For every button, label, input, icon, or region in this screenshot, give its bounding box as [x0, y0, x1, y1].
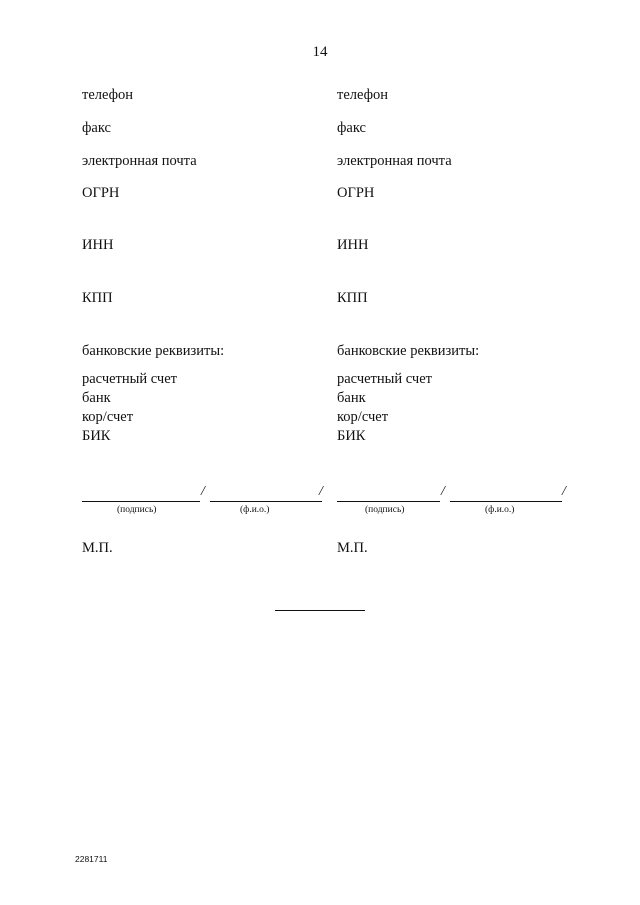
bik-label: БИК [337, 428, 366, 444]
email-label: электронная почта [82, 153, 197, 169]
email-label: электронная почта [337, 153, 452, 169]
inn-label: ИНН [337, 237, 369, 253]
signature-slash: / [201, 484, 205, 499]
left-party-details [82, 0, 342, 600]
kpp-label: КПП [337, 290, 368, 306]
corr-account-label: кор/счет [82, 409, 134, 425]
bik-label: БИК [82, 428, 111, 444]
name-caption: (ф.и.о.) [240, 505, 270, 515]
signature-caption: (подпись) [365, 505, 405, 515]
inn-label: ИНН [82, 237, 114, 253]
fax-label: факс [337, 120, 366, 136]
end-rule [275, 610, 365, 611]
bank-label: банк [82, 390, 111, 406]
corr-account-label: кор/счет [337, 409, 389, 425]
ogrn-label: ОГРН [82, 185, 120, 201]
bank-details-label: банковские реквизиты: [82, 343, 225, 359]
name-caption: (ф.и.о.) [485, 505, 515, 515]
account-label: расчетный счет [82, 371, 177, 387]
signature-line [337, 501, 440, 502]
signature-caption: (подпись) [117, 505, 157, 515]
kpp-label: КПП [82, 290, 113, 306]
bank-label: банк [337, 390, 366, 406]
bank-details-label: банковские реквизиты: [337, 343, 480, 359]
signature-slash: / [441, 484, 445, 499]
phone-label: телефон [82, 87, 134, 103]
name-slash: / [562, 484, 566, 499]
fax-label: факс [82, 120, 111, 136]
name-line [210, 501, 322, 502]
signature-line [82, 501, 200, 502]
page-number: 14 [312, 44, 328, 60]
seal-label: М.П. [82, 540, 113, 556]
ogrn-label: ОГРН [337, 185, 375, 201]
right-party-details [337, 0, 597, 600]
document-code: 2281711 [75, 854, 108, 864]
name-slash: / [319, 484, 323, 499]
account-label: расчетный счет [337, 371, 432, 387]
phone-label: телефон [337, 87, 389, 103]
name-line [450, 501, 562, 502]
seal-label: М.П. [337, 540, 368, 556]
